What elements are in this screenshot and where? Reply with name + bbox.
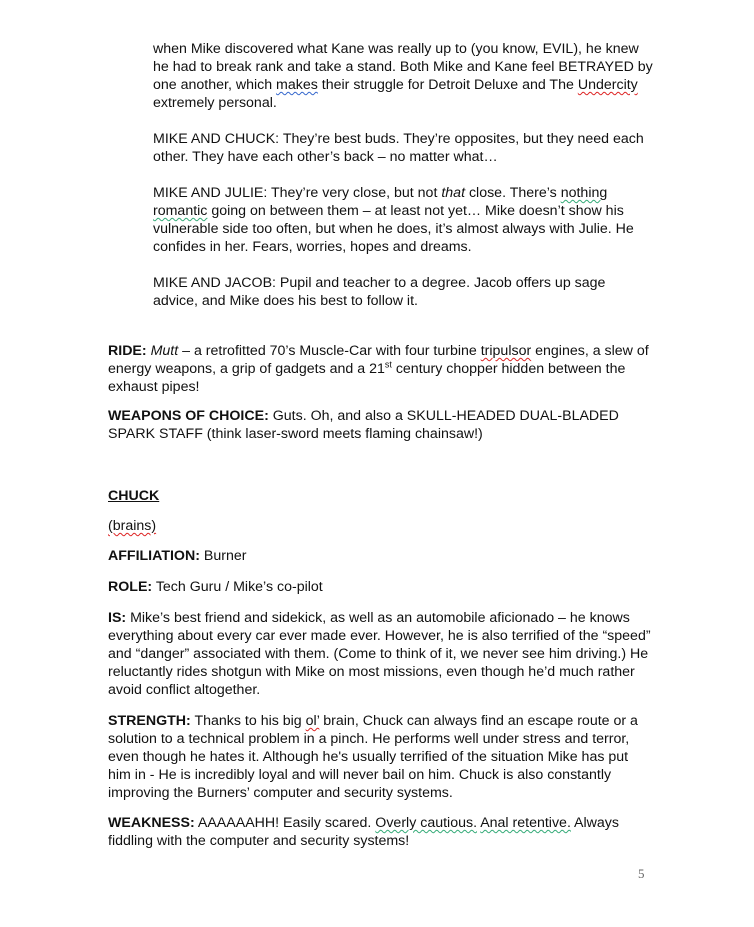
strength-label: STRENGTH: [108, 713, 191, 729]
affiliation-label: AFFILIATION: [108, 548, 200, 564]
text-run: AAAAAAHH! Easily scared. [194, 815, 376, 831]
text-run: brain, Chuck can always find an escape route or a solution to a technical problem in a pinch. He performs well under stress and terror, even though he hates it. Although he's usually terrified of the situation Mike has put him in - He is incredibly loyal and will never bail on him. Chuck is also constantly improving the Burners’ computer and security systems. [108, 713, 638, 801]
strength-paragraph [108, 712, 653, 802]
ride-name: Mutt [150, 343, 179, 359]
is-label: IS: [108, 610, 127, 626]
chuck-subtitle [108, 517, 653, 535]
grammar-flag-word[interactable]: Anal retentive. [480, 815, 571, 831]
spelling-flag-word[interactable]: ol’ [305, 713, 320, 729]
role-label: ROLE: [108, 579, 153, 595]
grammar-flag-word[interactable]: nothing romantic [153, 185, 608, 219]
mike-chuck-paragraph: MIKE AND CHUCK: They’re best buds. They’re opposites, but they need each other. They have each other’s back – no matter what… [153, 131, 644, 165]
text-run: Always fiddling with the computer and security systems! [108, 815, 619, 849]
spelling-flag-word[interactable]: Undercity [577, 77, 638, 93]
mike-kane-paragraph [153, 40, 653, 112]
page-number: 5 [638, 866, 645, 881]
text-run: going on between them – at least not yet… Mike doesn’t show his vulnerable side too often, but when he does, it’s almost always with Julie. He confides in her. Fears, worries, hopes and dreams. [153, 203, 634, 255]
role-value: Tech Guru / Mike’s co-pilot [152, 579, 323, 595]
is-paragraph [108, 609, 653, 699]
affiliation-value: Burner [199, 548, 247, 564]
weapons-paragraph [108, 407, 653, 443]
grammar-flag-word[interactable]: makes [276, 77, 318, 93]
affiliation-line [108, 547, 653, 565]
weakness-label: WEAKNESS: [108, 815, 195, 831]
chuck-heading: CHUCK [108, 488, 160, 504]
text-run: when Mike discovered what Kane was really up to (you know, EVIL), he knew he had to break rank and take a stand. Both Mike and Kane feel BETRAYED by one another, which [153, 41, 653, 93]
ride-paragraph [108, 342, 653, 396]
spelling-flag-word[interactable]: tripulsor [480, 343, 532, 359]
spelling-flag-word[interactable]: (brains) [108, 518, 157, 534]
mike-jacob-paragraph: MIKE AND JACOB: Pupil and teacher to a degree. Jacob offers up sage advice, and Mike does his best to follow it. [153, 275, 606, 309]
text-run: MIKE AND JULIE: They’re very close, but not [153, 185, 442, 201]
text-run: – a retrofitted 70’s Muscle-Car with four turbine [178, 343, 481, 359]
ordinal-superscript: st [384, 359, 392, 370]
role-line [108, 578, 653, 596]
text-run: engines, a slew of energy weapons, a grip of gadgets and a 21 [108, 343, 649, 377]
mike-julie-paragraph [153, 184, 653, 256]
text-run: extremely personal. [153, 95, 277, 111]
text-run: their struggle for Detroit Deluxe and The [317, 77, 578, 93]
weakness-paragraph [108, 814, 653, 850]
text-run: century chopper hidden between the exhaust pipes! [108, 361, 626, 395]
ride-label: RIDE: [108, 343, 147, 359]
italic-text: that [441, 185, 466, 201]
text-run: Mike’s best friend and sidekick, as well as an automobile aficionado – he knows everything about every car ever made ever. However, he is also terrified of the “speed” and “danger” associated with them. (Come to think of it, we never see him driving.) He reluctantly rides shotgun with Mike on most missions, even though he’d much rather avoid conflict altogether. [108, 610, 651, 698]
text-run: Guts. Oh, and also a SKULL-HEADED DUAL-BLADED SPARK STAFF (think laser-sword meets flaming chainsaw!) [108, 408, 619, 442]
weapons-label: WEAPONS OF CHOICE: [108, 408, 269, 424]
grammar-flag-word[interactable]: Overly cautious. [375, 815, 478, 831]
text-run: close. There’s [465, 185, 561, 201]
text-run: Thanks to his big [190, 713, 306, 729]
